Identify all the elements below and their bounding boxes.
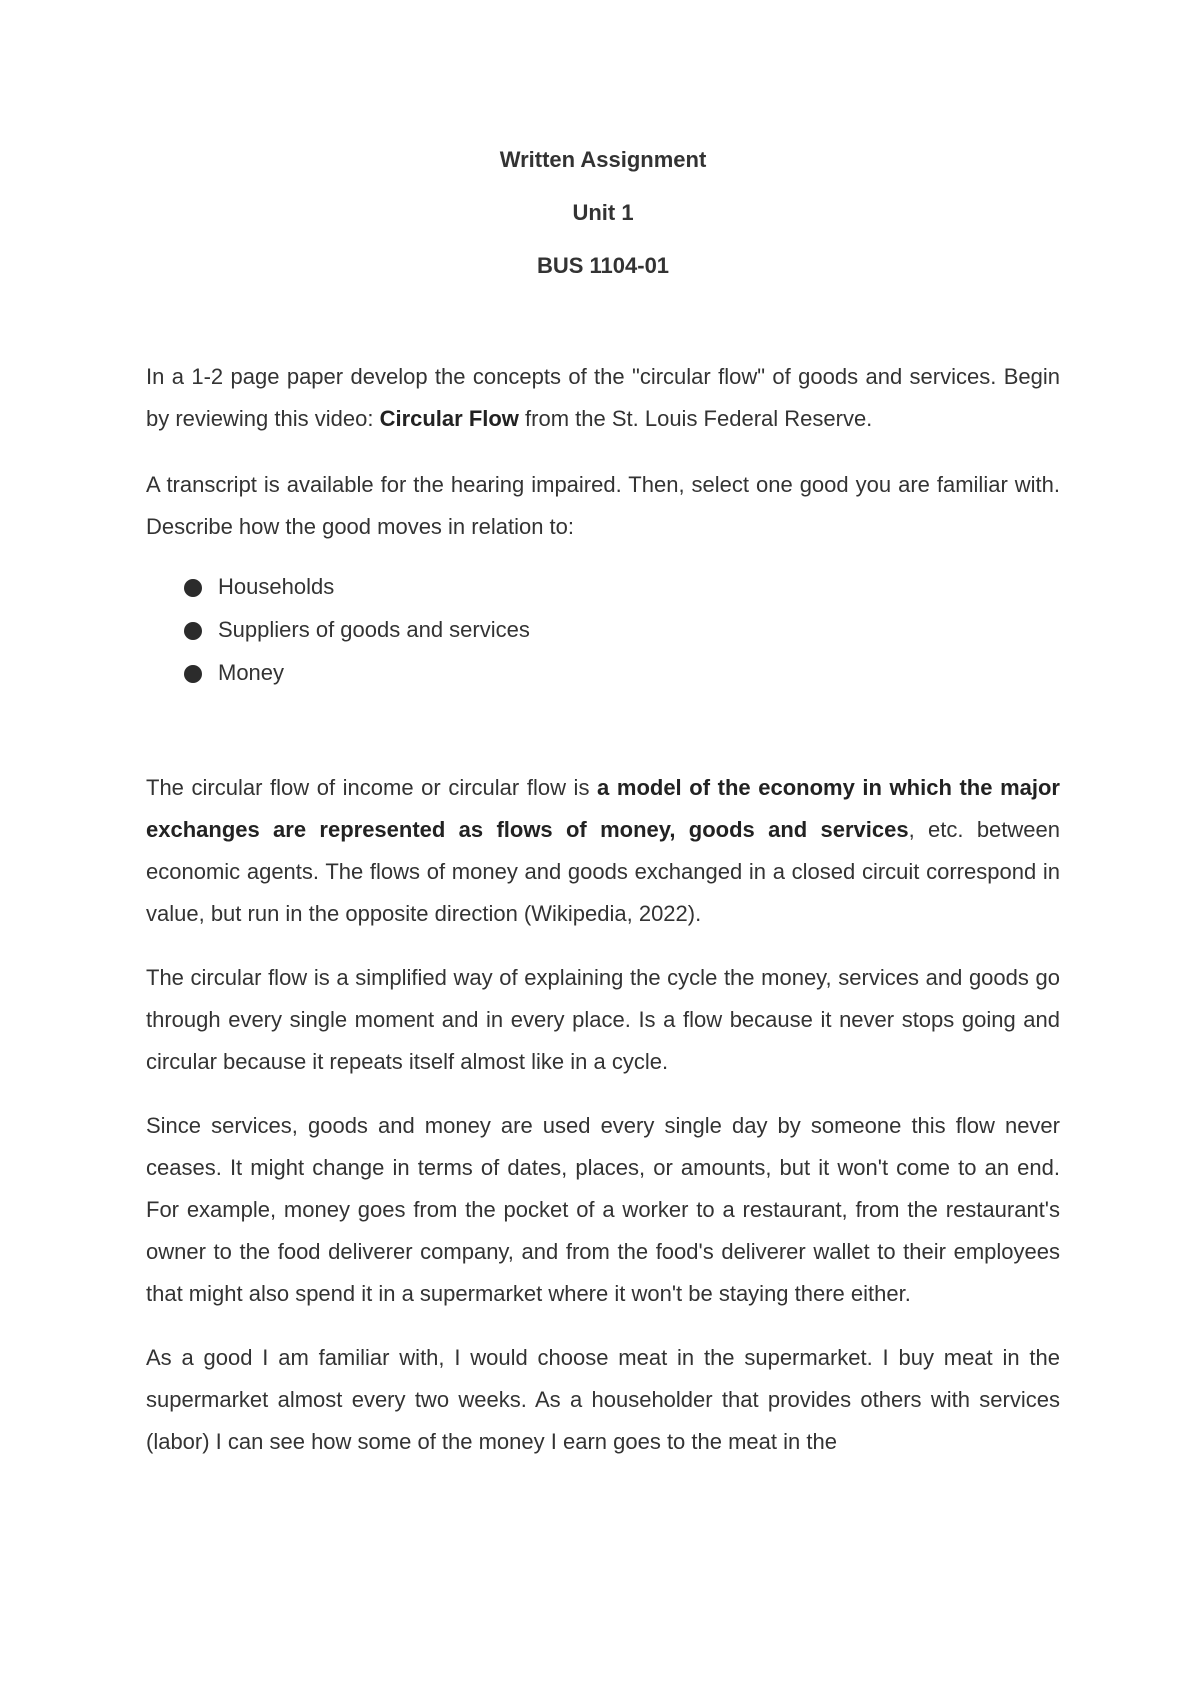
body-p1-text-before: The circular flow of income or circular flow is: [146, 775, 598, 800]
prompt-paragraph-2: A transcript is available for the hearing impaired. Then, select one good you are familiar with. Describe how the good moves in relation to:: [146, 472, 1060, 539]
prompt-bullet-list: [146, 566, 1060, 695]
circular-flow-video-link[interactable]: Circular Flow: [379, 406, 519, 431]
document-content: [146, 140, 1060, 1463]
body-p1-bold-definition: a model of the economy in which the major exchanges are represented as flows of money, goods and services: [146, 775, 1060, 842]
bullet-text: Households: [218, 574, 335, 599]
body-paragraph-3: Since services, goods and money are used every single day by someone this flow never ceases. It might change in terms of dates, places, or amounts, but it won't come to an end. For example, money goes from the pocket of a worker to a restaurant, from the restaurant's owner to the food deliverer company, and from the food's deliverer wallet to their employees that might also spend it in a supermarket where it won't be staying there either.: [146, 1113, 1060, 1306]
course-code: BUS 1104-01: [536, 253, 670, 278]
list-item: [184, 609, 1060, 652]
body-paragraph-4: As a good I am familiar with, I would choose meat in the supermarket. I buy meat in the supermarket almost every two weeks. As a householder that provides others with services (labor) I can see how some of the money I earn goes to the meat in the: [146, 1345, 1060, 1454]
document-title: Written Assignment: [499, 147, 707, 172]
bullet-dot-icon: [184, 665, 202, 683]
list-item: [184, 652, 1060, 695]
body-p1-text-after: , etc. between economic agents. The flows of money and goods exchanged in a closed circuit correspond in value, but run in the opposite direction (Wikipedia, 2022).: [146, 817, 1060, 926]
body-paragraph-2: The circular flow is a simplified way of explaining the cycle the money, services and goods go through every single moment and in every place. Is a flow because it never stops going and circular because it repeats itself almost like in a cycle.: [146, 965, 1060, 1074]
body-paragraph-1: [146, 767, 1060, 935]
prompt-p1-text-before: In a 1-2 page paper develop the concepts of the "circular flow" of goods and services. Begin by reviewing this video:: [146, 364, 1060, 431]
bullet-text: Suppliers of goods and services: [218, 617, 530, 642]
bullet-dot-icon: [184, 622, 202, 640]
unit-label: Unit 1: [572, 200, 634, 225]
prompt-p1-text-after: from the St. Louis Federal Reserve.: [518, 406, 873, 431]
title-block: [146, 140, 1060, 299]
prompt-paragraph-1: [146, 356, 1060, 440]
bullet-text: Money: [218, 660, 285, 685]
list-item: [184, 566, 1060, 609]
bullet-dot-icon: [184, 579, 202, 597]
